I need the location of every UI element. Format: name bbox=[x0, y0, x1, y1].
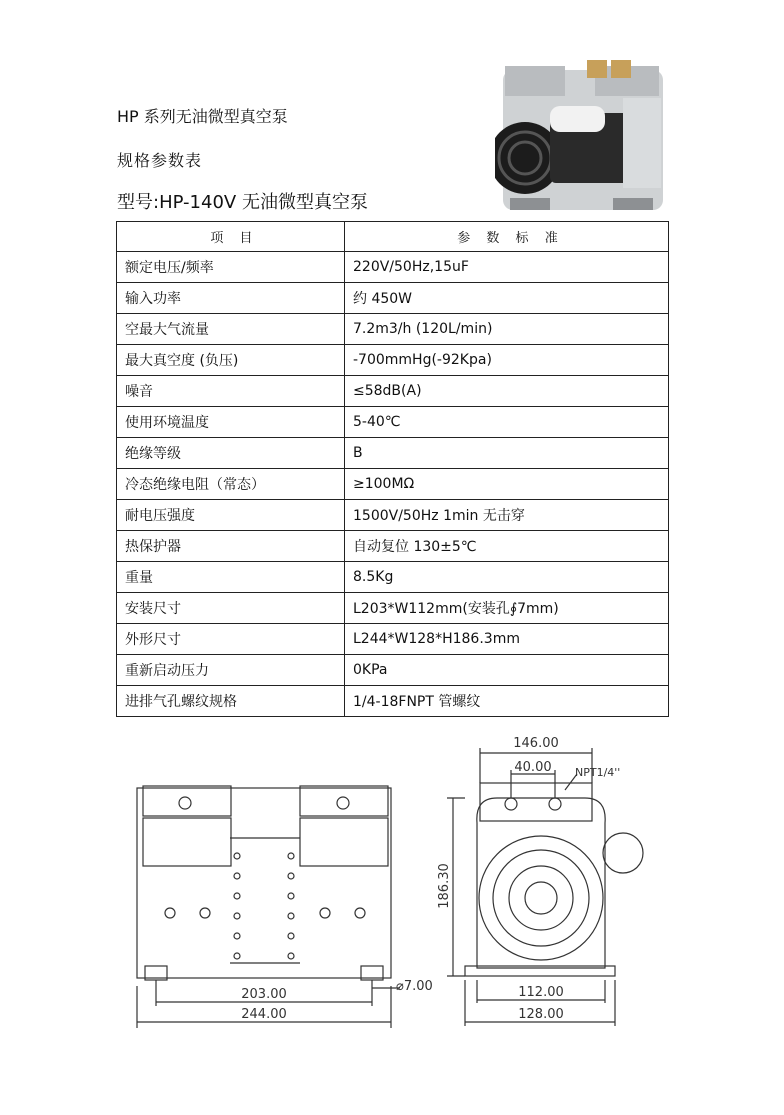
header-standard: 参 数 标 准 bbox=[345, 222, 669, 252]
table-row bbox=[117, 252, 669, 283]
row-value: 1500V/50Hz 1min 无击穿 bbox=[345, 500, 669, 531]
dim-244: 244.00 bbox=[241, 1007, 287, 1022]
doc-title: HP 系列无油微型真空泵 bbox=[117, 107, 288, 126]
table-row bbox=[117, 283, 669, 314]
dim-203: 203.00 bbox=[241, 987, 287, 1002]
row-value: 8.5Kg bbox=[345, 562, 669, 593]
row-value: 7.2m3/h (120L/min) bbox=[345, 314, 669, 345]
table-row bbox=[117, 438, 669, 469]
row-value: 5-40℃ bbox=[345, 407, 669, 438]
table-row bbox=[117, 562, 669, 593]
row-value: 220V/50Hz,15uF bbox=[345, 252, 669, 283]
table-row bbox=[117, 407, 669, 438]
row-label: 重量 bbox=[117, 562, 345, 593]
dim-128: 128.00 bbox=[518, 1007, 564, 1022]
row-label: 噪音 bbox=[117, 376, 345, 407]
row-label: 外形尺寸 bbox=[117, 624, 345, 655]
table-row bbox=[117, 469, 669, 500]
row-value: 约 450W bbox=[345, 283, 669, 314]
row-label: 使用环境温度 bbox=[117, 407, 345, 438]
row-value: L244*W128*H186.3mm bbox=[345, 624, 669, 655]
row-label: 最大真空度 (负压) bbox=[117, 345, 345, 376]
row-label: 空最大气流量 bbox=[117, 314, 345, 345]
dim-height: 186.30 bbox=[437, 863, 452, 909]
table-row bbox=[117, 531, 669, 562]
dimension-drawing bbox=[125, 728, 670, 1033]
row-label: 绝缘等级 bbox=[117, 438, 345, 469]
row-value: 自动复位 130±5℃ bbox=[345, 531, 669, 562]
spec-table bbox=[116, 221, 669, 717]
row-value: B bbox=[345, 438, 669, 469]
header-item: 项 目 bbox=[117, 222, 345, 252]
dim-npt: NPT1/4'' bbox=[575, 766, 621, 779]
table-row bbox=[117, 593, 669, 624]
row-label: 进排气孔螺纹规格 bbox=[117, 686, 345, 717]
dim-112: 112.00 bbox=[518, 985, 564, 1000]
row-label: 耐电压强度 bbox=[117, 500, 345, 531]
table-row bbox=[117, 314, 669, 345]
table-row bbox=[117, 624, 669, 655]
row-value: ≥100MΩ bbox=[345, 469, 669, 500]
table-row bbox=[117, 686, 669, 717]
row-label: 额定电压/频率 bbox=[117, 252, 345, 283]
row-value: 0KPa bbox=[345, 655, 669, 686]
doc-subtitle: 规格参数表 bbox=[117, 151, 203, 170]
dim-146: 146.00 bbox=[513, 736, 559, 751]
table-row bbox=[117, 345, 669, 376]
table-row bbox=[117, 500, 669, 531]
row-label: 安装尺寸 bbox=[117, 593, 345, 624]
dim-hole: ⌀7.00 bbox=[396, 979, 433, 994]
model-heading: 型号:HP-140V 无油微型真空泵 bbox=[117, 192, 368, 213]
row-label: 输入功率 bbox=[117, 283, 345, 314]
row-label: 热保护器 bbox=[117, 531, 345, 562]
row-value: L203*W112mm(安装孔∮7mm) bbox=[345, 593, 669, 624]
row-value: ≤58dB(A) bbox=[345, 376, 669, 407]
table-row bbox=[117, 376, 669, 407]
row-label: 重新启动压力 bbox=[117, 655, 345, 686]
row-value: -700mmHg(-92Kpa) bbox=[345, 345, 669, 376]
row-value: 1/4-18FNPT 管螺纹 bbox=[345, 686, 669, 717]
table-row bbox=[117, 655, 669, 686]
row-label: 冷态绝缘电阻（常态） bbox=[117, 469, 345, 500]
dim-40: 40.00 bbox=[514, 760, 552, 775]
table-header-row bbox=[117, 222, 669, 252]
pump-photo bbox=[495, 58, 670, 218]
